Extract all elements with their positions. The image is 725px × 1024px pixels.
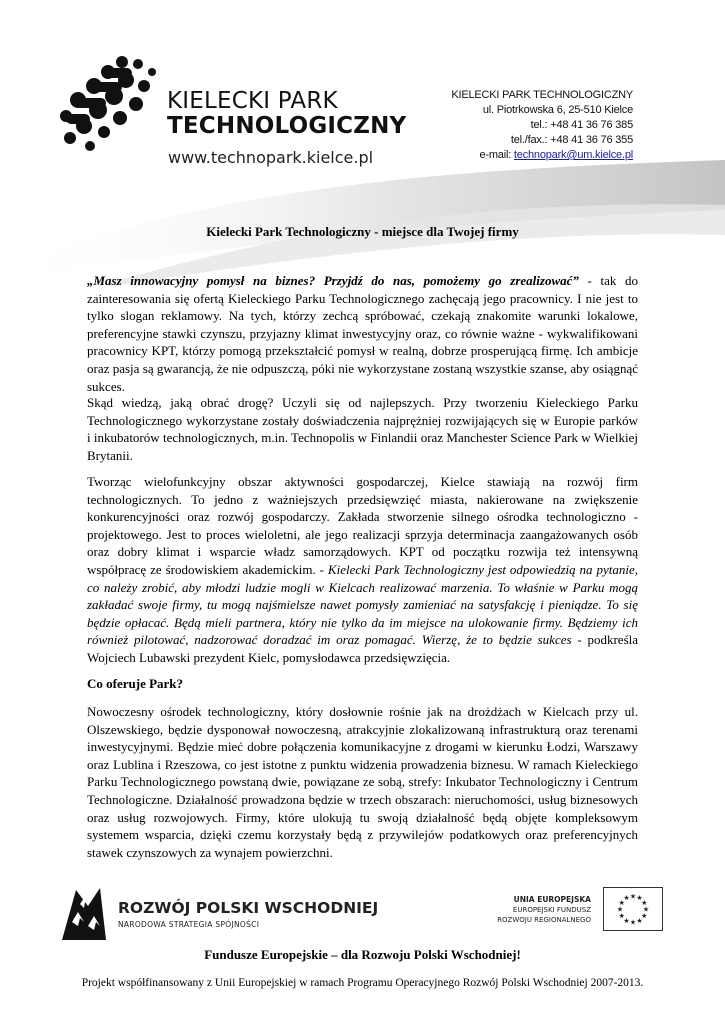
rpw-subtitle: NARODOWA STRATEGIA SPÓJNOŚCI	[118, 920, 260, 929]
eu-star-icon: ★	[623, 894, 630, 903]
paragraph-1-quote: „Masz innowacyjny pomysł na biznes? Przyjdź do nas, pomożemy go zrealizować”	[87, 273, 579, 288]
footer-slogan: Fundusze Europejskie – dla Rozwoju Polski Wschodniej!	[204, 947, 521, 962]
eu-line1: UNIA EUROPEJSKA	[513, 895, 591, 904]
paragraph-3	[87, 473, 638, 667]
logo-title-line1: KIELECKI PARK	[167, 88, 338, 114]
contact-phone: tel.: +48 41 36 76 385	[530, 119, 633, 131]
eu-star-icon: ★	[618, 912, 625, 920]
paragraph-1-text: - tak do zainteresowania się ofertą Kieleckiego Parku Technologicznego zachęcają jego pracownicy. I nie jest to tylko slogan reklamowy. Na tych, którzy zechcą spróbować, czekają znakomite warunki lokalowe, preferencyjne stawki czynszu, przyjazny klimat inwestycyjny oraz, co równie ważne - wykwalifikowani pracownicy KPT, którzy pomogą przekształcić pomysł w realną, dobrze prosperującą firmę. Ich ambicje oraz pasja są gwarancją, że nie odpuszczą, póki nie wykorzystane zostaną wszystkie szanse, aby osiągnąć sukces.	[87, 273, 638, 394]
document-title: Kielecki Park Technologiczny - miejsce dla Twojej firmy	[206, 224, 519, 239]
contact-email-row	[451, 148, 633, 163]
eu-flag-icon	[603, 887, 663, 931]
contact-name: KIELECKI PARK TECHNOLOGICZNY	[451, 89, 633, 101]
eu-star-icon: ★	[618, 899, 625, 907]
paragraph-2: Skąd wiedzą, jaką obrać drogę? Uczyli się od najlepszych. Przy tworzeniu Kieleckiego Parku Technologicznego wykorzystane zostały doświadczenia najprężniej rozwijających się w Europie parków i inkubatorów technologicznych, m.in. Technopolis w Finlandii oraz Manchester Science Park w Wielkiej Brytanii.	[87, 395, 638, 463]
rpw-title: ROZWÓJ POLSKI WSCHODNIEJ	[118, 899, 379, 917]
contact-email-label: e-mail:	[479, 149, 514, 161]
paragraph-3-text: Tworząc wielofunkcyjny obszar aktywności gospodarczej, Kielce stawiają na rozwój firm technologicznych. To jedno z ważniejszych przedsięwzięć miasta, nakierowane na zwiększenie konkurencyjności oraz rozwój gospodarczy. Zakłada stworzenie silnego ośrodka technologiczno - projektowego. Jest to proces wieloletni, ale jego realizacji sprzyja determinacja zaangażowanych osób oraz dobry klimat i wsparcie władz samorządowych. KPT od początku rozwija też intensywną współpracę ze środowiskiem akademickim. -	[87, 474, 638, 577]
eu-star-icon: ★	[616, 905, 624, 914]
paragraph-3-attribution: - podkreśla Wojciech Lubawski prezydent Kielc, pomysłodawca przedsięwzięcia.	[87, 632, 639, 665]
eu-star-icon: ★	[636, 894, 643, 903]
paragraph-3-quote: Kielecki Park Technologiczny jest odpowiedzią na pytanie, co należy zrobić, aby młodzi ludzie mogli w Kielcach realizować marzenia. To właśnie w Parku mogą zakładać swoje firmy, tu mogą najśmielsze nawet pomysły zamieniać na satysfakcję i pieniądze. To się będzie opłacać. Będą mieli partnera, który nie tylko da im miejsce na ulokowanie firmy. Będziemy ich również pilotować, nadzorować doradzać im oraz pomagać. Wierzę, że to będzie sukces	[87, 561, 638, 648]
eu-star-icon: ★	[636, 916, 643, 925]
logo-title-line2: TECHNOLOGICZNY	[167, 113, 407, 139]
paragraph-4: Nowoczesny ośrodek technologiczny, który dosłownie rośnie jak na drożdżach w Kielcach przy ul. Olszewskiego, będzie dysponował nowoczesną, atrakcyjnie zlokalizowaną infrastrukturą oraz terenami inwestycyjnymi. Będzie mieć dobre połączenia komunikacyjne z drogami w kierunku Łodzi, Warszawy oraz Lublina i Rzeszowa, co jest istotne z punktu widzenia prowadzenia biznesu. W ramach Kieleckiego Parku Technologicznego powstaną dwie, powiązane ze sobą, strefy: Inkubator Technologiczny i Centrum Technologiczne. Działalność prowadzona będzie w trzech obszarach: nieruchomości, usług biznesowych oraz usług rozwojowych. Firmy, które ulokują tu swoją działalność będą objęte kompleksowym systemem wsparcia, dzięki czemu korzystały będą z przywilejów podatkowych oraz preferencyjnych stawek czynszowych za wynajem powierzchni.	[87, 704, 638, 860]
contact-email-link[interactable]: technopark@um.kielce.pl	[513, 149, 633, 161]
paragraph-1	[87, 272, 638, 395]
kpt-logo-icon	[56, 52, 164, 152]
eu-line2: EUROPEJSKI FUNDUSZ	[512, 906, 591, 914]
background-swoosh	[0, 150, 725, 290]
eu-fund-text	[497, 895, 591, 925]
contact-block	[451, 88, 633, 163]
rozwoj-polski-wschodniej-logo-icon	[58, 882, 110, 942]
project-cofinancing-note: Projekt współfinansowany z Unii Europejskiej w ramach Programu Operacyjnego Rozwój Polski Wschodniej 2007-2013.	[81, 977, 644, 989]
eu-star-icon: ★	[641, 899, 648, 907]
section-heading-offer: Co oferuje Park?	[87, 676, 184, 691]
contact-address: ul. Piotrkowska 6, 25-510 Kielce	[482, 104, 633, 116]
eu-line3: ROZWOJU REGIONALNEGO	[497, 916, 591, 924]
eu-star-icon: ★	[623, 916, 630, 925]
eu-star-icon: ★	[642, 905, 650, 914]
contact-fax: tel./fax.: +48 41 36 76 355	[510, 134, 633, 146]
eu-star-icon: ★	[629, 918, 637, 927]
eu-star-icon: ★	[641, 912, 648, 920]
eu-star-icon: ★	[629, 892, 637, 901]
logo-website-url[interactable]: www.technopark.kielce.pl	[168, 148, 374, 167]
